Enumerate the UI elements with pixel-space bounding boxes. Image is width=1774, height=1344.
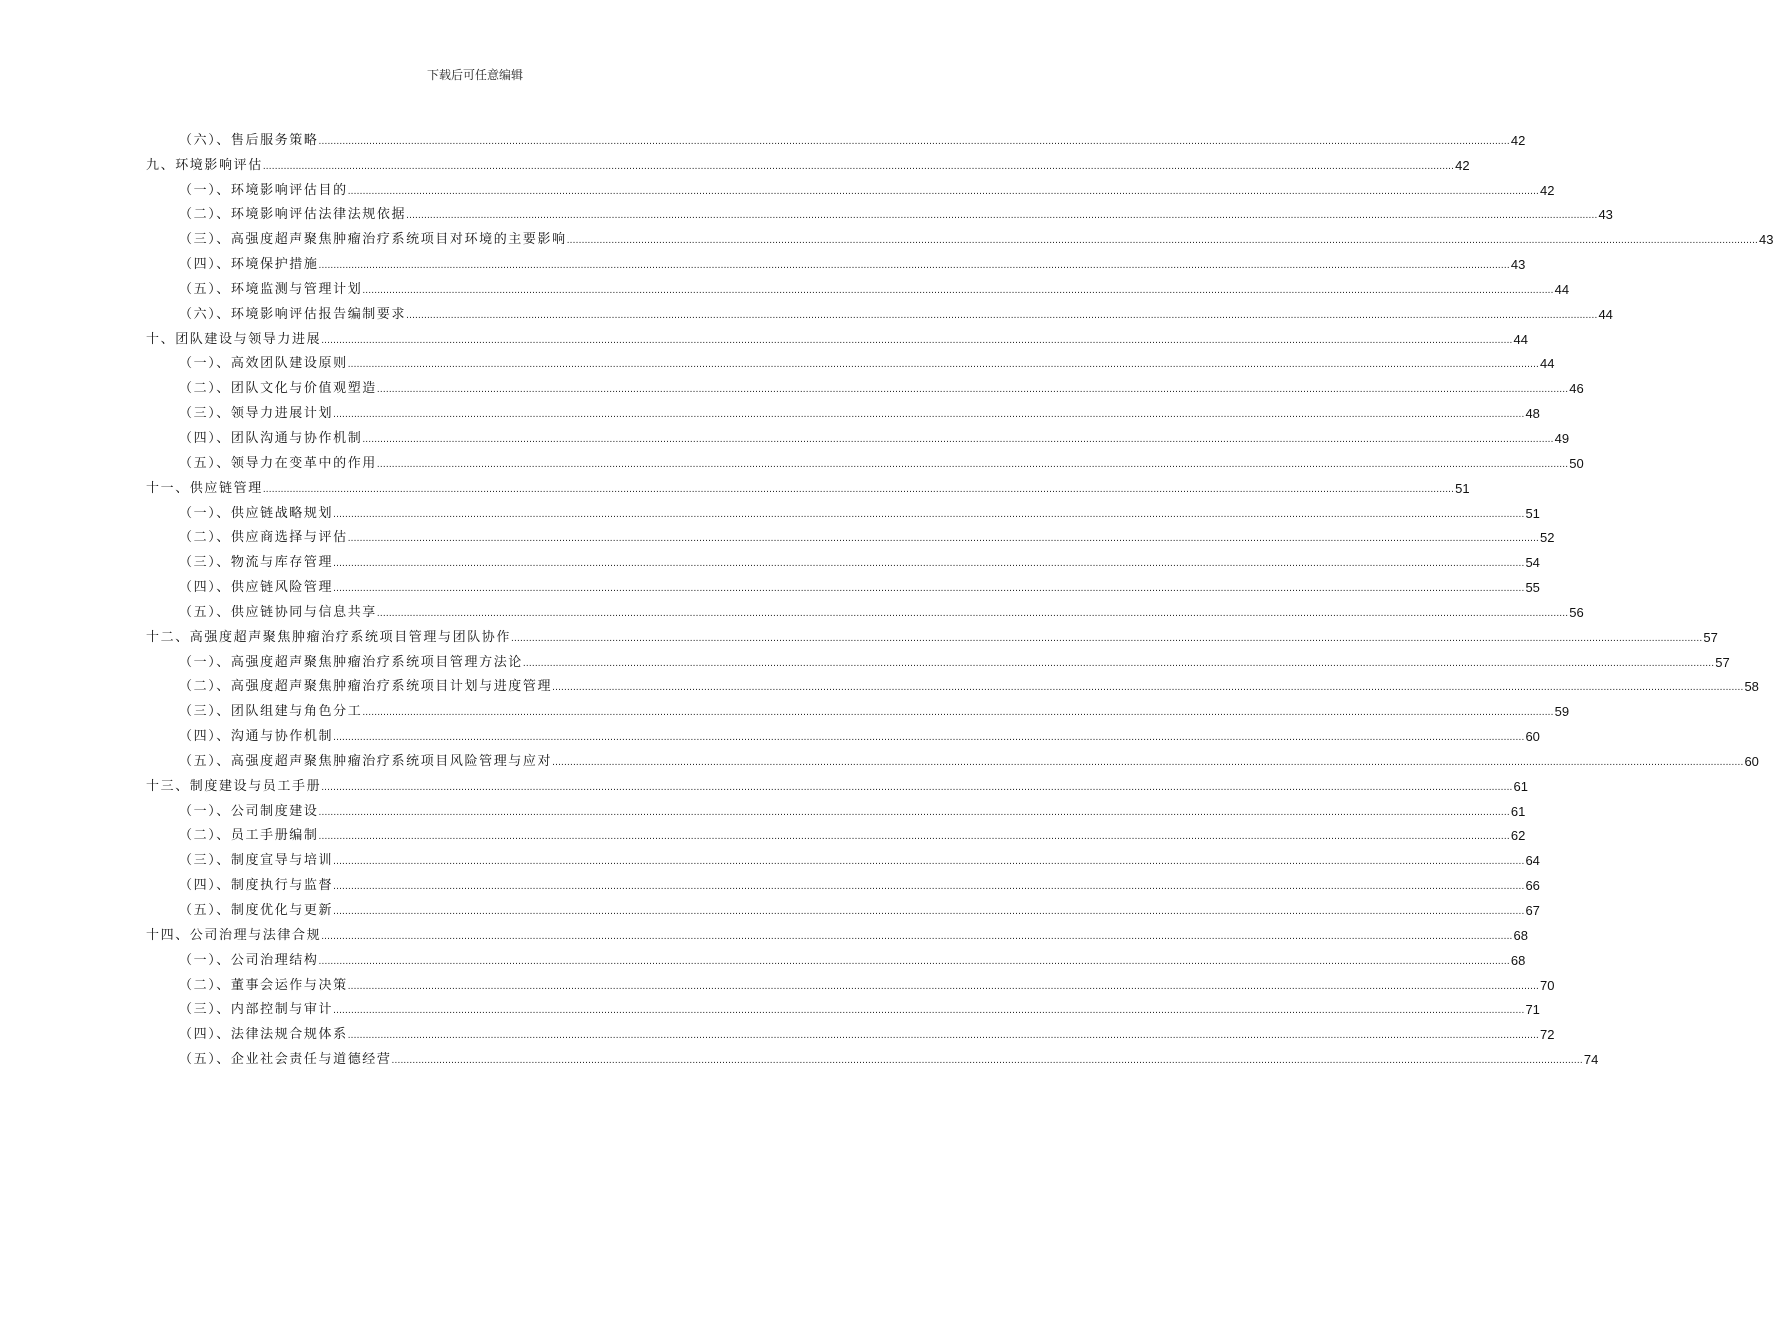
toc-entry-page-number: 43 (1510, 257, 1526, 273)
toc-chapter-entry[interactable] (146, 151, 1470, 176)
toc-entry-label: （二）、员工手册编制 (179, 828, 319, 844)
dot-leader: ................................................................................................................................................................................................................................................................................................................................................................................................................ (376, 458, 1569, 470)
toc-section-entry[interactable] (146, 350, 1555, 375)
toc-entry-page-number: 44 (1554, 281, 1570, 297)
toc-entry-page-number: 66 (1525, 878, 1540, 894)
toc-section-entry[interactable] (146, 300, 1613, 325)
toc-entry-label: （四）、团队沟通与协作机制 (179, 430, 363, 446)
dot-leader: ................................................................................................................................................................................................................................................................................................................................................................................................................ (333, 508, 1525, 520)
dot-leader: ................................................................................................................................................................................................................................................................................................................................................................................................................ (321, 930, 1513, 942)
toc-entry-page-number: 62 (1510, 828, 1526, 844)
dot-leader: ................................................................................................................................................................................................................................................................................................................................................................................................................ (406, 210, 1598, 222)
toc-entry-page-number: 67 (1525, 903, 1540, 918)
toc-entry-page-number: 57 (1703, 629, 1718, 645)
dot-leader: ................................................................................................................................................................................................................................................................................................................................................................................................................ (262, 483, 1455, 495)
toc-section-entry[interactable] (146, 871, 1540, 896)
toc-entry-page-number: 68 (1510, 952, 1526, 968)
toc-section-entry[interactable] (146, 996, 1540, 1021)
dot-leader: ................................................................................................................................................................................................................................................................................................................................................................................................................ (318, 135, 1510, 147)
toc-entry-page-number: 44 (1513, 331, 1528, 347)
toc-section-entry[interactable] (146, 797, 1526, 822)
toc-entry-page-number: 48 (1525, 406, 1540, 422)
toc-entry-page-number: 50 (1569, 455, 1584, 471)
dot-leader: ................................................................................................................................................................................................................................................................................................................................................................................................................ (262, 160, 1455, 172)
toc-entry-page-number: 72 (1540, 1027, 1555, 1043)
dot-leader: ................................................................................................................................................................................................................................................................................................................................................................................................................ (347, 1030, 1540, 1042)
toc-entry-label: （三）、制度宣导与培训 (179, 853, 334, 869)
toc-section-entry[interactable] (146, 176, 1555, 201)
dot-leader: ................................................................................................................................................................................................................................................................................................................................................................................................................ (318, 260, 1510, 272)
toc-entry-label: （一）、公司治理结构 (179, 952, 319, 968)
toc-entry-page-number: 42 (1510, 132, 1526, 148)
dot-leader: ................................................................................................................................................................................................................................................................................................................................................................................................................ (321, 781, 1513, 793)
dot-leader: ................................................................................................................................................................................................................................................................................................................................................................................................................ (522, 657, 1715, 669)
page-header-note: 下载后可任意编辑 (426, 68, 523, 82)
toc-section-entry[interactable] (146, 846, 1540, 871)
toc-section-entry[interactable] (146, 946, 1526, 971)
dot-leader: ................................................................................................................................................................................................................................................................................................................................................................................................................ (318, 806, 1510, 818)
dot-leader: ................................................................................................................................................................................................................................................................................................................................................................................................................ (347, 185, 1540, 197)
toc-entry-label: （五）、供应链协同与信息共享 (179, 604, 377, 620)
dot-leader: ................................................................................................................................................................................................................................................................................................................................................................................................................ (362, 284, 1554, 296)
toc-entry-label: （四）、环境保护措施 (179, 257, 319, 273)
toc-entry-label: （一）、供应链战略规划 (179, 505, 334, 521)
toc-section-entry[interactable] (146, 822, 1526, 847)
dot-leader: ................................................................................................................................................................................................................................................................................................................................................................................................................ (333, 906, 1525, 917)
toc-section-entry[interactable] (146, 499, 1540, 524)
toc-entry-label: （三）、高强度超声聚焦肿瘤治疗系统项目对环境的主要影响 (179, 232, 567, 248)
toc-entry-label: （三）、领导力进展计划 (179, 406, 334, 422)
dot-leader: ................................................................................................................................................................................................................................................................................................................................................................................................................ (347, 359, 1540, 371)
table-of-contents (146, 126, 1774, 1070)
toc-entry-label: （六）、环境影响评估报告编制要求 (179, 306, 407, 322)
toc-entry-page-number: 42 (1540, 182, 1555, 198)
toc-entry-label: 十三、制度建设与员工手册 (146, 778, 322, 794)
toc-chapter-entry[interactable] (146, 474, 1470, 499)
dot-leader: ................................................................................................................................................................................................................................................................................................................................................................................................................ (391, 1055, 1583, 1067)
toc-entry-label: （三）、团队组建与角色分工 (179, 704, 363, 720)
toc-section-entry[interactable] (146, 548, 1540, 573)
toc-section-entry[interactable] (146, 648, 1730, 673)
toc-chapter-entry[interactable] (146, 325, 1528, 350)
dot-leader: ................................................................................................................................................................................................................................................................................................................................................................................................................ (376, 384, 1569, 396)
toc-section-entry[interactable] (146, 374, 1584, 399)
toc-entry-label: （五）、制度优化与更新 (179, 903, 334, 918)
toc-section-entry[interactable] (146, 424, 1570, 449)
dot-leader: ................................................................................................................................................................................................................................................................................................................................................................................................................ (333, 583, 1525, 595)
toc-chapter-entry[interactable] (146, 921, 1528, 946)
dot-leader: ................................................................................................................................................................................................................................................................................................................................................................................................................ (552, 756, 1744, 768)
toc-entry-page-number: 46 (1569, 381, 1584, 397)
toc-entry-page-number: 71 (1525, 1002, 1540, 1018)
toc-section-entry[interactable] (146, 673, 1759, 698)
toc-entry-label: （二）、环境影响评估法律法规依据 (179, 207, 407, 223)
toc-entry-page-number: 74 (1583, 1052, 1599, 1068)
toc-entry-page-number: 55 (1525, 580, 1540, 596)
toc-section-entry[interactable] (146, 225, 1774, 250)
dot-leader: ................................................................................................................................................................................................................................................................................................................................................................................................................ (333, 881, 1525, 893)
toc-entry-page-number: 43 (1598, 207, 1613, 223)
toc-entry-label: （四）、沟通与协作机制 (179, 729, 334, 745)
toc-entry-page-number: 59 (1554, 704, 1570, 720)
toc-section-entry[interactable] (146, 449, 1584, 474)
toc-entry-page-number: 60 (1525, 729, 1540, 745)
toc-entry-label: （一）、公司制度建设 (179, 803, 319, 819)
toc-entry-page-number: 61 (1510, 803, 1526, 819)
toc-section-entry[interactable] (146, 126, 1526, 151)
toc-section-entry[interactable] (146, 747, 1759, 772)
toc-entry-label: 九、环境影响评估 (146, 157, 263, 173)
toc-section-entry[interactable] (146, 399, 1540, 424)
toc-section-entry[interactable] (146, 896, 1540, 921)
toc-entry-page-number: 52 (1540, 530, 1555, 546)
toc-section-entry[interactable] (146, 524, 1555, 549)
toc-entry-page-number: 57 (1715, 654, 1730, 670)
toc-entry-label: 十二、高强度超声聚焦肿瘤治疗系统项目管理与团队协作 (146, 629, 512, 645)
toc-section-entry[interactable] (146, 971, 1555, 996)
toc-entry-label: 十一、供应链管理 (146, 480, 263, 496)
toc-entry-page-number: 70 (1540, 977, 1555, 993)
dot-leader: ................................................................................................................................................................................................................................................................................................................................................................................................................ (347, 533, 1540, 545)
dot-leader: ................................................................................................................................................................................................................................................................................................................................................................................................................ (333, 856, 1525, 868)
toc-entry-label: （五）、高强度超声聚焦肿瘤治疗系统项目风险管理与应对 (179, 753, 553, 769)
toc-entry-page-number: 68 (1513, 927, 1528, 943)
toc-entry-label: （二）、高强度超声聚焦肿瘤治疗系统项目计划与进度管理 (179, 679, 553, 695)
toc-entry-label: （三）、物流与库存管理 (179, 555, 334, 571)
toc-entry-page-number: 44 (1540, 356, 1555, 372)
toc-entry-label: （四）、供应链风险管理 (179, 580, 334, 596)
toc-entry-page-number: 43 (1759, 232, 1774, 248)
toc-section-entry[interactable] (146, 201, 1613, 226)
toc-entry-label: （四）、制度执行与监督 (179, 878, 334, 894)
dot-leader: ................................................................................................................................................................................................................................................................................................................................................................................................................ (318, 831, 1510, 843)
toc-section-entry[interactable] (146, 697, 1570, 722)
dot-leader: ................................................................................................................................................................................................................................................................................................................................................................................................................ (318, 955, 1510, 967)
toc-section-entry[interactable] (146, 275, 1570, 300)
dot-leader: ................................................................................................................................................................................................................................................................................................................................................................................................................ (362, 707, 1554, 719)
toc-entry-page-number: 54 (1525, 555, 1540, 571)
toc-entry-label: 十、团队建设与领导力进展 (146, 331, 322, 347)
dot-leader: ................................................................................................................................................................................................................................................................................................................................................................................................................ (406, 309, 1598, 321)
toc-section-entry[interactable] (146, 250, 1526, 275)
toc-entry-page-number: 44 (1598, 306, 1613, 322)
toc-entry-page-number: 61 (1513, 778, 1528, 794)
toc-entry-label: （三）、内部控制与审计 (179, 1002, 334, 1018)
toc-entry-label: 十四、公司治理与法律合规 (146, 927, 322, 943)
toc-entry-page-number: 51 (1525, 505, 1540, 521)
toc-entry-label: （一）、高强度超声聚焦肿瘤治疗系统项目管理方法论 (179, 654, 523, 670)
toc-entry-label: （二）、供应商选择与评估 (179, 530, 348, 546)
dot-leader: ................................................................................................................................................................................................................................................................................................................................................................................................................ (566, 235, 1759, 247)
toc-entry-label: （一）、环境影响评估目的 (179, 182, 348, 198)
toc-entry-page-number: 42 (1455, 157, 1470, 173)
toc-section-entry[interactable] (146, 573, 1540, 598)
toc-entry-label: （二）、董事会运作与决策 (179, 977, 348, 993)
dot-leader: ................................................................................................................................................................................................................................................................................................................................................................................................................ (333, 1005, 1525, 1017)
toc-section-entry[interactable] (146, 722, 1540, 747)
toc-section-entry[interactable] (146, 1045, 1599, 1070)
toc-entry-label: （一）、高效团队建设原则 (179, 356, 348, 372)
toc-entry-page-number: 51 (1455, 480, 1470, 496)
toc-entry-label: （二）、团队文化与价值观塑造 (179, 381, 377, 397)
dot-leader: ................................................................................................................................................................................................................................................................................................................................................................................................................ (333, 558, 1525, 570)
toc-entry-page-number: 60 (1744, 753, 1759, 769)
toc-entry-label: （五）、领导力在变革中的作用 (179, 455, 377, 471)
dot-leader: ................................................................................................................................................................................................................................................................................................................................................................................................................ (362, 433, 1554, 445)
dot-leader: ................................................................................................................................................................................................................................................................................................................................................................................................................ (347, 980, 1540, 992)
toc-entry-page-number: 64 (1525, 853, 1540, 869)
toc-entry-page-number: 56 (1569, 604, 1584, 620)
dot-leader: ................................................................................................................................................................................................................................................................................................................................................................................................................ (552, 682, 1744, 694)
toc-entry-page-number: 49 (1554, 430, 1570, 446)
dot-leader: ................................................................................................................................................................................................................................................................................................................................................................................................................ (333, 732, 1525, 744)
dot-leader: ................................................................................................................................................................................................................................................................................................................................................................................................................ (376, 607, 1569, 619)
dot-leader: ................................................................................................................................................................................................................................................................................................................................................................................................................ (511, 632, 1703, 644)
toc-chapter-entry[interactable] (146, 772, 1528, 797)
toc-entry-label: （五）、企业社会责任与道德经营 (179, 1052, 392, 1068)
toc-chapter-entry[interactable] (146, 623, 1718, 648)
toc-section-entry[interactable] (146, 1020, 1555, 1045)
toc-section-entry[interactable] (146, 598, 1584, 623)
dot-leader: ................................................................................................................................................................................................................................................................................................................................................................................................................ (333, 409, 1525, 421)
toc-entry-page-number: 58 (1744, 679, 1759, 695)
toc-entry-label: （五）、环境监测与管理计划 (179, 281, 363, 297)
toc-entry-label: （六）、售后服务策略 (179, 132, 319, 148)
toc-entry-label: （四）、法律法规合规体系 (179, 1027, 348, 1043)
dot-leader: ................................................................................................................................................................................................................................................................................................................................................................................................................ (321, 334, 1513, 346)
